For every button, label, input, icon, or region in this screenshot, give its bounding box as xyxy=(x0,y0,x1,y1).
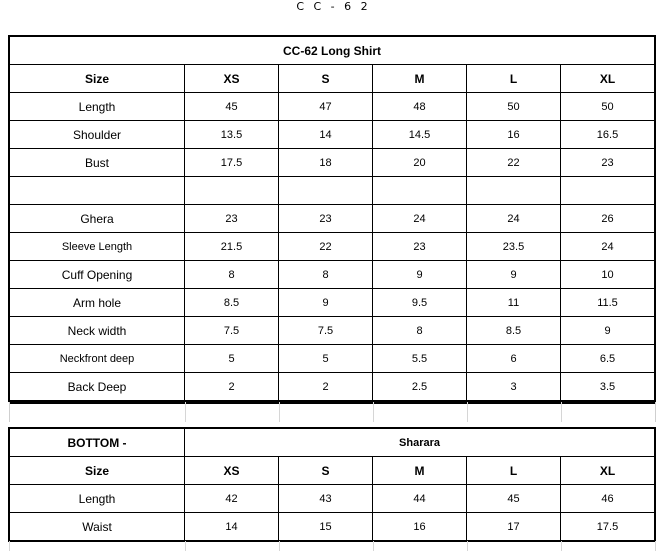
table-row xyxy=(10,93,655,121)
table-row xyxy=(10,289,655,317)
row-label: Cuff Opening xyxy=(10,261,185,289)
long-shirt-size-table xyxy=(9,36,655,401)
measurement-cell: 17.5 xyxy=(185,149,279,177)
measurement-cell: 24 xyxy=(467,205,561,233)
measurement-cell: 17.5 xyxy=(561,513,655,541)
measurement-cell: 9.5 xyxy=(373,289,467,317)
measurement-cell: 22 xyxy=(279,233,373,261)
size-header-cell: XS xyxy=(185,65,279,93)
empty-spacer-row xyxy=(10,177,655,205)
measurement-cell: 21.5 xyxy=(185,233,279,261)
measurement-cell: 5 xyxy=(279,345,373,373)
document-title: C C - 6 2 xyxy=(296,0,371,13)
row-label: Bust xyxy=(10,149,185,177)
measurement-cell: 2.5 xyxy=(373,373,467,401)
table-separator xyxy=(9,402,656,422)
size-header-cell: XL xyxy=(561,457,655,485)
empty-cell xyxy=(373,177,467,205)
measurement-cell: 5.5 xyxy=(373,345,467,373)
measurement-cell: 11.5 xyxy=(561,289,655,317)
measurement-cell: 6.5 xyxy=(561,345,655,373)
measurement-cell: 50 xyxy=(467,93,561,121)
row-label: Neck width xyxy=(10,317,185,345)
measurement-cell: 9 xyxy=(373,261,467,289)
size-header-cell: L xyxy=(467,65,561,93)
measurement-cell: 26 xyxy=(561,205,655,233)
measurement-cell: 7.5 xyxy=(185,317,279,345)
measurement-cell: 22 xyxy=(467,149,561,177)
measurement-cell: 13.5 xyxy=(185,121,279,149)
size-header-cell: S xyxy=(279,457,373,485)
size-header-label: Size xyxy=(10,457,185,485)
size-header-cell: L xyxy=(467,457,561,485)
measurement-cell: 11 xyxy=(467,289,561,317)
table-row xyxy=(10,373,655,401)
measurement-cell: 23.5 xyxy=(467,233,561,261)
measurement-cell: 16.5 xyxy=(561,121,655,149)
size-header-cell: XS xyxy=(185,457,279,485)
empty-cell xyxy=(279,177,373,205)
measurement-cell: 44 xyxy=(373,485,467,513)
measurement-cell: 8 xyxy=(373,317,467,345)
measurement-cell: 2 xyxy=(279,373,373,401)
measurement-cell: 24 xyxy=(561,233,655,261)
row-label: Length xyxy=(10,93,185,121)
measurement-cell: 5 xyxy=(185,345,279,373)
measurement-cell: 42 xyxy=(185,485,279,513)
measurement-cell: 9 xyxy=(561,317,655,345)
measurement-cell: 48 xyxy=(373,93,467,121)
measurement-cell: 8.5 xyxy=(467,317,561,345)
table-row xyxy=(10,485,655,513)
measurement-cell: 18 xyxy=(279,149,373,177)
table-row xyxy=(10,261,655,289)
measurement-cell: 9 xyxy=(467,261,561,289)
table-title-row xyxy=(10,37,655,65)
size-header-cell: M xyxy=(373,457,467,485)
bottom-section-label: BOTTOM - xyxy=(10,429,185,457)
measurement-cell: 8 xyxy=(185,261,279,289)
table-row xyxy=(10,233,655,261)
measurement-cell: 24 xyxy=(373,205,467,233)
row-label: Arm hole xyxy=(10,289,185,317)
table-row xyxy=(10,317,655,345)
measurement-cell: 16 xyxy=(467,121,561,149)
measurement-cell: 20 xyxy=(373,149,467,177)
measurement-cell: 47 xyxy=(279,93,373,121)
measurement-cell: 43 xyxy=(279,485,373,513)
measurement-cell: 23 xyxy=(561,149,655,177)
measurement-cell: 23 xyxy=(279,205,373,233)
row-label: Back Deep xyxy=(10,373,185,401)
sharara-size-table xyxy=(9,428,655,541)
bottom-trailing-grid xyxy=(9,541,656,551)
measurement-cell: 7.5 xyxy=(279,317,373,345)
size-header-cell: S xyxy=(279,65,373,93)
measurement-cell: 9 xyxy=(279,289,373,317)
empty-cell xyxy=(561,177,655,205)
table-row xyxy=(10,205,655,233)
size-header-row xyxy=(10,65,655,93)
row-label: Waist xyxy=(10,513,185,541)
table-row xyxy=(10,121,655,149)
measurement-cell: 3 xyxy=(467,373,561,401)
bottom-table-title: Sharara xyxy=(185,429,655,457)
measurement-cell: 2 xyxy=(185,373,279,401)
measurement-cell: 8 xyxy=(279,261,373,289)
row-label: Shoulder xyxy=(10,121,185,149)
measurement-cell: 45 xyxy=(467,485,561,513)
size-header-cell: XL xyxy=(561,65,655,93)
measurement-cell: 45 xyxy=(185,93,279,121)
measurement-cell: 14.5 xyxy=(373,121,467,149)
measurement-cell: 10 xyxy=(561,261,655,289)
row-label: Neckfront deep xyxy=(10,345,185,373)
bottom-title-row xyxy=(10,429,655,457)
size-header-label: Size xyxy=(10,65,185,93)
measurement-cell: 50 xyxy=(561,93,655,121)
row-label: Sleeve Length xyxy=(10,233,185,261)
measurement-cell: 6 xyxy=(467,345,561,373)
empty-cell xyxy=(467,177,561,205)
measurement-cell: 15 xyxy=(279,513,373,541)
measurement-cell: 23 xyxy=(373,233,467,261)
table-title: CC-62 Long Shirt xyxy=(10,37,655,65)
size-header-cell: M xyxy=(373,65,467,93)
empty-cell xyxy=(185,177,279,205)
row-label: Ghera xyxy=(10,205,185,233)
measurement-cell: 3.5 xyxy=(561,373,655,401)
measurement-cell: 14 xyxy=(185,513,279,541)
empty-cell xyxy=(10,177,185,205)
measurement-cell: 46 xyxy=(561,485,655,513)
measurement-cell: 23 xyxy=(185,205,279,233)
table-row xyxy=(10,513,655,541)
row-label: Length xyxy=(10,485,185,513)
measurement-cell: 17 xyxy=(467,513,561,541)
measurement-cell: 16 xyxy=(373,513,467,541)
measurement-cell: 8.5 xyxy=(185,289,279,317)
size-header-row xyxy=(10,457,655,485)
table-row xyxy=(10,149,655,177)
table-row xyxy=(10,345,655,373)
measurement-cell: 14 xyxy=(279,121,373,149)
